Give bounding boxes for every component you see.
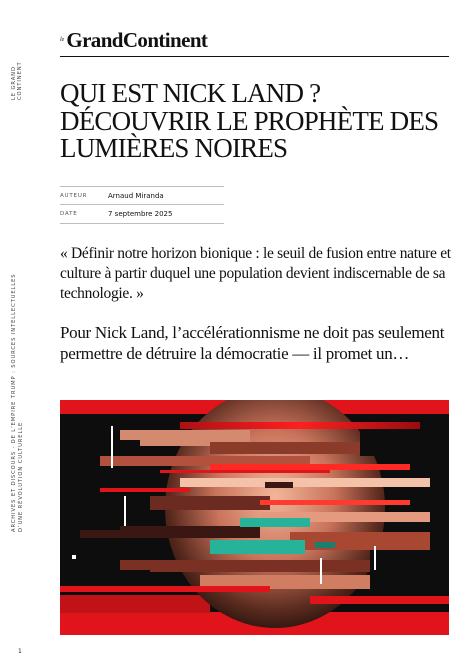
header-rule: [60, 56, 449, 57]
meta-label-date: DATE: [60, 211, 78, 217]
article-title: QUI EST NICK LAND ? DÉCOUVRIR LE PROPHÈTE DES LUMIÈRES NOIRES: [60, 78, 439, 163]
cover-image: [60, 400, 449, 635]
meta-value-author[interactable]: Arnaud Miranda: [108, 192, 164, 200]
meta-row-author: [60, 186, 224, 205]
meta-value-date: 7 septembre 2025: [108, 210, 173, 218]
side-label-series: ARCHIVES ET DISCOURS · DE L’EMPIRE TRUMP : SOURCES INTELLECTUELLES D’UNE RÉVOLUTION CULTURELLE: [11, 273, 24, 532]
logo-prefix: le: [60, 37, 65, 43]
meta-label-author: AUTEUR: [60, 193, 88, 199]
publication-logo[interactable]: [60, 28, 207, 53]
meta-row-date: [60, 204, 224, 224]
logo-name: GrandContinent: [66, 28, 208, 52]
side-label-publication: LE GRAND CONTINENT: [11, 61, 23, 100]
pull-quote: « Définir notre horizon bionique : le seuil de fusion entre nature et culture à partir duquel une population devient indiscernable de sa technologie. »: [60, 245, 451, 302]
article-lead: Pour Nick Land, l’accélérationnisme ne doit pas seulement permettre de détruire la démocratie — il promet un…: [60, 323, 445, 363]
page-number: 1: [18, 648, 22, 655]
